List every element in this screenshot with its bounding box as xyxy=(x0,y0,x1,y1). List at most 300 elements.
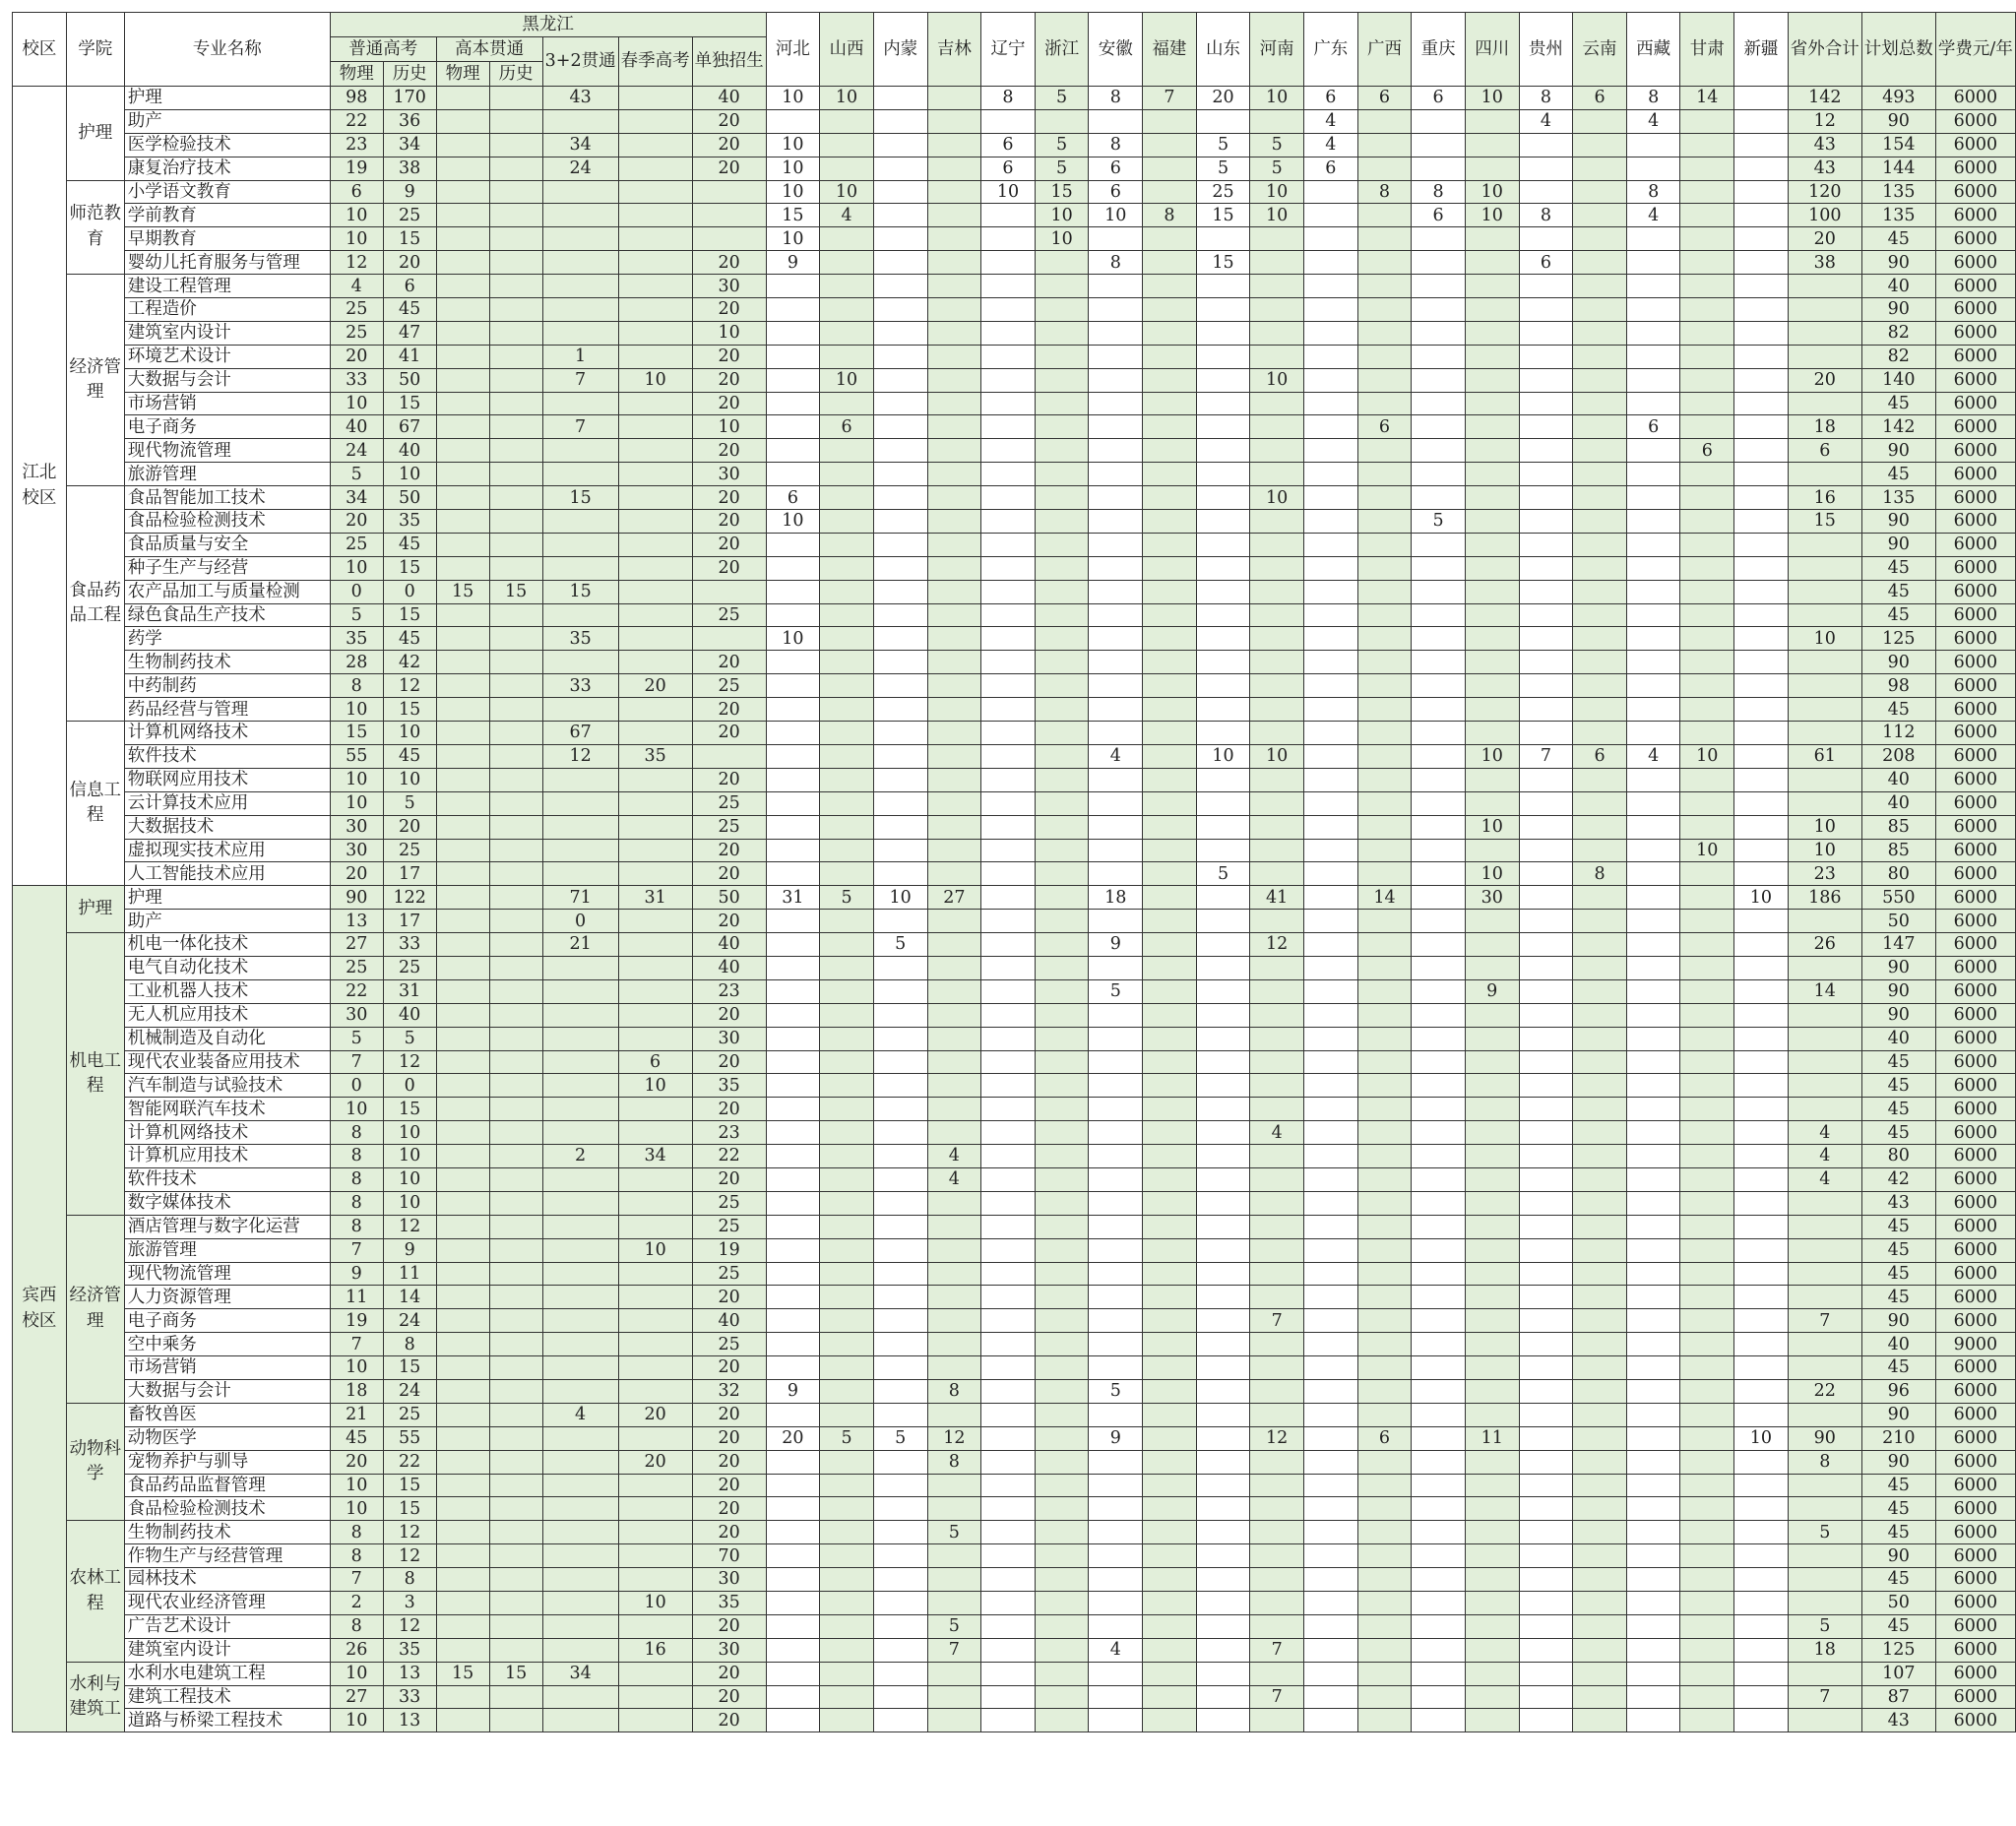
quota-cell xyxy=(489,1614,542,1638)
quota-cell: 10 xyxy=(692,415,766,439)
quota-cell xyxy=(1035,1426,1089,1450)
quota-cell xyxy=(766,415,820,439)
header-history: 历史 xyxy=(383,62,436,87)
quota-cell: 10 xyxy=(383,722,436,745)
quota-cell: 6000 xyxy=(1935,815,2015,839)
quota-cell xyxy=(1465,698,1519,722)
quota-cell: 6000 xyxy=(1935,886,2015,910)
quota-cell xyxy=(873,1191,927,1215)
quota-cell xyxy=(1573,722,1627,745)
quota-cell xyxy=(1357,486,1412,510)
quota-cell xyxy=(1626,1497,1680,1521)
quota-cell: 25 xyxy=(692,815,766,839)
quota-cell xyxy=(1519,1379,1573,1403)
quota-cell xyxy=(1304,392,1358,415)
quota-cell xyxy=(1089,1356,1143,1380)
quota-cell: 8 xyxy=(330,1521,383,1544)
quota-cell: 43 xyxy=(1788,133,1861,157)
quota-cell xyxy=(1304,439,1358,463)
quota-cell xyxy=(436,1497,489,1521)
quota-cell xyxy=(766,275,820,298)
quota-cell: 6 xyxy=(1089,157,1143,180)
quota-cell xyxy=(1196,1333,1250,1356)
quota-cell: 6000 xyxy=(1935,1167,2015,1191)
quota-cell xyxy=(1250,1356,1304,1380)
quota-cell xyxy=(1089,698,1143,722)
quota-cell xyxy=(1680,956,1734,979)
quota-cell xyxy=(1626,768,1680,791)
quota-cell xyxy=(1734,1544,1789,1568)
quota-cell: 135 xyxy=(1861,204,1935,227)
quota-cell xyxy=(1519,1286,1573,1309)
quota-cell: 6000 xyxy=(1935,510,2015,534)
quota-cell xyxy=(1357,1238,1412,1262)
quota-cell xyxy=(1573,651,1627,674)
quota-cell: 6000 xyxy=(1935,1050,2015,1074)
quota-cell xyxy=(1573,979,1627,1003)
quota-cell xyxy=(766,533,820,556)
quota-cell xyxy=(489,862,542,886)
quota-cell xyxy=(1412,1426,1466,1450)
quota-cell: 5 xyxy=(1250,133,1304,157)
quota-cell xyxy=(436,1333,489,1356)
major-name-cell: 电子商务 xyxy=(124,1309,330,1333)
quota-cell xyxy=(1035,1403,1089,1426)
major-name-cell: 婴幼儿托育服务与管理 xyxy=(124,251,330,275)
quota-cell xyxy=(1680,1497,1734,1521)
quota-cell xyxy=(1196,1638,1250,1662)
quota-cell xyxy=(927,87,981,110)
quota-cell: 20 xyxy=(692,345,766,368)
quota-cell: 15 xyxy=(489,1662,542,1685)
quota-cell xyxy=(618,979,692,1003)
major-name-cell: 中药制药 xyxy=(124,674,330,698)
quota-cell xyxy=(1412,722,1466,745)
quota-cell: 140 xyxy=(1861,368,1935,392)
quota-cell xyxy=(618,1262,692,1286)
quota-cell xyxy=(1734,439,1789,463)
quota-cell xyxy=(1357,1333,1412,1356)
quota-cell: 8 xyxy=(1788,1450,1861,1474)
quota-cell xyxy=(1035,627,1089,651)
quota-cell xyxy=(1143,1356,1197,1380)
college-cell: 经济管理 xyxy=(66,275,124,486)
quota-cell xyxy=(1465,133,1519,157)
quota-cell xyxy=(1143,1474,1197,1497)
quota-cell xyxy=(1357,1145,1412,1168)
quota-cell xyxy=(873,1027,927,1050)
quota-cell: 90 xyxy=(1861,533,1935,556)
quota-cell xyxy=(981,1191,1036,1215)
quota-cell xyxy=(1143,227,1197,251)
quota-cell xyxy=(1357,1592,1412,1615)
quota-cell: 10 xyxy=(1788,839,1861,862)
quota-cell xyxy=(766,1592,820,1615)
quota-cell: 15 xyxy=(436,1662,489,1685)
quota-cell xyxy=(542,1098,618,1121)
quota-cell: 45 xyxy=(1861,1121,1935,1145)
quota-cell: 6000 xyxy=(1935,463,2015,486)
quota-cell xyxy=(1465,1685,1519,1709)
quota-cell: 6 xyxy=(1788,439,1861,463)
quota-cell: 18 xyxy=(1089,886,1143,910)
quota-cell xyxy=(1626,1709,1680,1732)
quota-cell xyxy=(1250,603,1304,627)
quota-cell xyxy=(1573,275,1627,298)
quota-cell xyxy=(1519,439,1573,463)
quota-cell xyxy=(618,862,692,886)
quota-cell xyxy=(1035,439,1089,463)
quota-cell xyxy=(1734,1050,1789,1074)
quota-cell xyxy=(1304,1662,1358,1685)
quota-cell xyxy=(873,791,927,815)
quota-cell xyxy=(1250,1544,1304,1568)
table-row xyxy=(13,839,2016,862)
quota-cell: 10 xyxy=(330,556,383,580)
quota-cell xyxy=(1465,674,1519,698)
quota-cell xyxy=(1734,1121,1789,1145)
quota-cell xyxy=(1089,1450,1143,1474)
quota-cell xyxy=(1626,1191,1680,1215)
quota-cell xyxy=(1143,157,1197,180)
quota-cell xyxy=(1250,815,1304,839)
table-row xyxy=(13,744,2016,768)
quota-cell xyxy=(1035,556,1089,580)
quota-cell xyxy=(1626,627,1680,651)
quota-cell xyxy=(1573,1356,1627,1380)
quota-cell: 10 xyxy=(330,1474,383,1497)
quota-cell xyxy=(436,1309,489,1333)
major-name-cell: 空中乘务 xyxy=(124,1333,330,1356)
quota-cell xyxy=(618,204,692,227)
quota-cell xyxy=(1412,674,1466,698)
header-province: 四川 xyxy=(1465,13,1519,87)
quota-cell: 23 xyxy=(330,133,383,157)
quota-cell: 21 xyxy=(330,1403,383,1426)
quota-cell xyxy=(820,1050,874,1074)
quota-cell xyxy=(1680,1379,1734,1403)
quota-cell xyxy=(1089,556,1143,580)
quota-cell xyxy=(927,1685,981,1709)
quota-cell xyxy=(1412,463,1466,486)
quota-cell: 10 xyxy=(692,321,766,345)
quota-cell: 20 xyxy=(692,768,766,791)
quota-cell xyxy=(1519,910,1573,933)
quota-cell xyxy=(489,910,542,933)
quota-cell xyxy=(1250,979,1304,1003)
major-name-cell: 现代物流管理 xyxy=(124,1262,330,1286)
quota-cell xyxy=(1465,722,1519,745)
quota-cell xyxy=(873,298,927,322)
header-province: 云南 xyxy=(1573,13,1627,87)
table-row xyxy=(13,392,2016,415)
quota-cell xyxy=(820,1003,874,1027)
quota-cell xyxy=(489,603,542,627)
quota-cell xyxy=(542,227,618,251)
quota-cell xyxy=(436,1544,489,1568)
quota-cell: 5 xyxy=(1035,87,1089,110)
quota-cell: 4 xyxy=(330,275,383,298)
quota-cell xyxy=(1573,180,1627,204)
quota-cell xyxy=(981,698,1036,722)
quota-cell xyxy=(1465,1238,1519,1262)
quota-cell: 5 xyxy=(1250,157,1304,180)
quota-cell xyxy=(1788,1568,1861,1592)
quota-cell: 10 xyxy=(330,791,383,815)
quota-cell xyxy=(1734,1167,1789,1191)
quota-cell: 50 xyxy=(1861,910,1935,933)
quota-cell xyxy=(1680,1638,1734,1662)
quota-cell: 6000 xyxy=(1935,415,2015,439)
quota-cell xyxy=(489,321,542,345)
quota-cell xyxy=(1250,956,1304,979)
quota-cell xyxy=(1196,1003,1250,1027)
quota-cell: 50 xyxy=(383,486,436,510)
quota-cell xyxy=(1412,651,1466,674)
quota-cell xyxy=(1412,768,1466,791)
quota-cell xyxy=(1573,157,1627,180)
quota-cell xyxy=(766,1309,820,1333)
major-name-cell: 大数据与会计 xyxy=(124,368,330,392)
table-row xyxy=(13,1356,2016,1380)
quota-cell: 4 xyxy=(1304,109,1358,133)
quota-cell xyxy=(981,1003,1036,1027)
quota-cell xyxy=(1196,109,1250,133)
quota-cell xyxy=(1788,1098,1861,1121)
quota-cell xyxy=(1680,415,1734,439)
quota-cell xyxy=(1357,839,1412,862)
quota-cell xyxy=(1573,204,1627,227)
quota-cell xyxy=(873,1474,927,1497)
quota-cell xyxy=(820,1167,874,1191)
quota-cell xyxy=(1035,698,1089,722)
quota-cell xyxy=(873,1379,927,1403)
major-name-cell: 药品经营与管理 xyxy=(124,698,330,722)
quota-cell: 6 xyxy=(383,275,436,298)
quota-cell xyxy=(1357,1074,1412,1098)
quota-cell xyxy=(1680,1474,1734,1497)
quota-cell: 7 xyxy=(1250,1685,1304,1709)
quota-cell xyxy=(1357,204,1412,227)
quota-cell xyxy=(766,1662,820,1685)
quota-cell xyxy=(489,1450,542,1474)
quota-cell: 26 xyxy=(1788,933,1861,957)
quota-cell xyxy=(981,1497,1036,1521)
quota-cell xyxy=(1143,1121,1197,1145)
quota-cell xyxy=(542,791,618,815)
quota-cell xyxy=(1412,251,1466,275)
quota-cell xyxy=(1143,1379,1197,1403)
quota-cell: 493 xyxy=(1861,87,1935,110)
quota-cell xyxy=(1680,109,1734,133)
quota-cell xyxy=(1465,1709,1519,1732)
quota-cell xyxy=(1680,933,1734,957)
header-spring-exam: 春季高考 xyxy=(618,37,692,87)
quota-cell: 6000 xyxy=(1935,1662,2015,1685)
quota-cell xyxy=(1626,1238,1680,1262)
quota-cell: 4 xyxy=(927,1145,981,1168)
quota-cell xyxy=(766,768,820,791)
quota-cell xyxy=(542,1426,618,1450)
quota-cell xyxy=(873,533,927,556)
quota-cell: 6000 xyxy=(1935,862,2015,886)
table-row xyxy=(13,722,2016,745)
quota-cell xyxy=(1465,956,1519,979)
quota-cell: 154 xyxy=(1861,133,1935,157)
quota-cell xyxy=(981,1379,1036,1403)
quota-cell xyxy=(981,1215,1036,1238)
quota-cell xyxy=(981,486,1036,510)
quota-cell xyxy=(542,1215,618,1238)
quota-cell xyxy=(618,180,692,204)
header-gaoben: 高本贯通 xyxy=(436,37,542,62)
quota-cell xyxy=(1304,1450,1358,1474)
quota-cell: 7 xyxy=(1788,1685,1861,1709)
quota-cell: 4 xyxy=(1788,1121,1861,1145)
quota-cell: 142 xyxy=(1861,415,1935,439)
quota-cell xyxy=(1196,886,1250,910)
major-name-cell: 汽车制造与试验技术 xyxy=(124,1074,330,1098)
quota-cell xyxy=(618,910,692,933)
quota-cell xyxy=(981,1333,1036,1356)
quota-cell: 45 xyxy=(1861,1356,1935,1380)
quota-cell: 25 xyxy=(692,791,766,815)
quota-cell: 12 xyxy=(1788,109,1861,133)
quota-cell: 19 xyxy=(692,1238,766,1262)
quota-cell: 38 xyxy=(383,157,436,180)
major-name-cell: 助产 xyxy=(124,910,330,933)
quota-cell: 34 xyxy=(542,1662,618,1685)
quota-cell: 45 xyxy=(1861,603,1935,627)
quota-cell xyxy=(618,956,692,979)
quota-cell xyxy=(1465,603,1519,627)
quota-cell xyxy=(1035,1074,1089,1098)
quota-cell xyxy=(873,674,927,698)
quota-cell: 35 xyxy=(692,1074,766,1098)
quota-cell xyxy=(489,698,542,722)
quota-cell xyxy=(1357,603,1412,627)
quota-cell xyxy=(1143,651,1197,674)
quota-cell xyxy=(1035,886,1089,910)
college-cell: 信息工程 xyxy=(66,722,124,886)
quota-cell xyxy=(1734,1356,1789,1380)
quota-cell: 40 xyxy=(330,415,383,439)
table-row xyxy=(13,1568,2016,1592)
quota-cell xyxy=(981,109,1036,133)
quota-cell xyxy=(1250,1191,1304,1215)
quota-cell xyxy=(1626,368,1680,392)
major-name-cell: 电气自动化技术 xyxy=(124,956,330,979)
quota-cell xyxy=(618,1497,692,1521)
quota-cell: 10 xyxy=(1250,204,1304,227)
quota-cell xyxy=(1412,1662,1466,1685)
quota-cell xyxy=(1573,1474,1627,1497)
quota-cell xyxy=(436,1379,489,1403)
quota-cell xyxy=(1357,1614,1412,1638)
table-row xyxy=(13,486,2016,510)
college-cell: 经济管理 xyxy=(66,1215,124,1403)
quota-cell xyxy=(618,1662,692,1685)
quota-cell xyxy=(1357,227,1412,251)
quota-cell xyxy=(618,1568,692,1592)
quota-cell xyxy=(1035,1356,1089,1380)
quota-cell xyxy=(1143,1662,1197,1685)
major-name-cell: 现代农业经济管理 xyxy=(124,1592,330,1615)
quota-cell xyxy=(1143,109,1197,133)
quota-cell xyxy=(1250,1098,1304,1121)
quota-cell: 32 xyxy=(692,1379,766,1403)
quota-cell xyxy=(1304,1145,1358,1168)
quota-cell xyxy=(927,345,981,368)
quota-cell xyxy=(1143,1262,1197,1286)
major-name-cell: 食品检验检测技术 xyxy=(124,510,330,534)
quota-cell xyxy=(766,556,820,580)
quota-cell: 12 xyxy=(330,251,383,275)
table-row xyxy=(13,651,2016,674)
quota-cell: 98 xyxy=(330,87,383,110)
quota-cell: 20 xyxy=(692,698,766,722)
quota-cell: 20 xyxy=(692,1662,766,1685)
header-province: 安徽 xyxy=(1089,13,1143,87)
quota-cell: 10 xyxy=(618,1238,692,1262)
quota-cell xyxy=(1519,463,1573,486)
quota-cell xyxy=(1680,1050,1734,1074)
quota-cell xyxy=(1143,1709,1197,1732)
quota-cell xyxy=(1196,815,1250,839)
quota-cell xyxy=(1734,392,1789,415)
quota-cell xyxy=(1519,345,1573,368)
quota-cell xyxy=(981,886,1036,910)
quota-cell: 7 xyxy=(330,1333,383,1356)
quota-cell xyxy=(873,1709,927,1732)
quota-cell xyxy=(981,1309,1036,1333)
quota-cell xyxy=(489,1098,542,1121)
quota-cell xyxy=(1089,1145,1143,1168)
quota-cell xyxy=(542,321,618,345)
quota-cell: 6000 xyxy=(1935,768,2015,791)
quota-cell xyxy=(1304,1098,1358,1121)
quota-cell xyxy=(618,275,692,298)
quota-cell xyxy=(1788,1003,1861,1027)
quota-cell xyxy=(1465,109,1519,133)
quota-cell xyxy=(1573,1685,1627,1709)
quota-cell xyxy=(1734,744,1789,768)
quota-cell: 6000 xyxy=(1935,1074,2015,1098)
quota-cell: 45 xyxy=(1861,1238,1935,1262)
quota-cell xyxy=(1089,463,1143,486)
quota-cell xyxy=(1465,157,1519,180)
quota-cell xyxy=(1680,1544,1734,1568)
quota-cell xyxy=(1035,956,1089,979)
quota-cell xyxy=(1035,1215,1089,1238)
quota-cell xyxy=(1573,1262,1627,1286)
quota-cell xyxy=(927,204,981,227)
quota-cell: 6000 xyxy=(1935,368,2015,392)
quota-cell: 12 xyxy=(383,674,436,698)
quota-cell xyxy=(1626,439,1680,463)
quota-cell xyxy=(1519,698,1573,722)
quota-cell: 34 xyxy=(618,1145,692,1168)
header-province: 吉林 xyxy=(927,13,981,87)
quota-cell: 10 xyxy=(766,510,820,534)
quota-cell: 45 xyxy=(1861,1074,1935,1098)
quota-cell xyxy=(1035,1568,1089,1592)
major-name-cell: 酒店管理与数字化运营 xyxy=(124,1215,330,1238)
quota-cell xyxy=(1304,1215,1358,1238)
major-name-cell: 环境艺术设计 xyxy=(124,345,330,368)
table-row xyxy=(13,1497,2016,1521)
quota-cell xyxy=(981,1098,1036,1121)
